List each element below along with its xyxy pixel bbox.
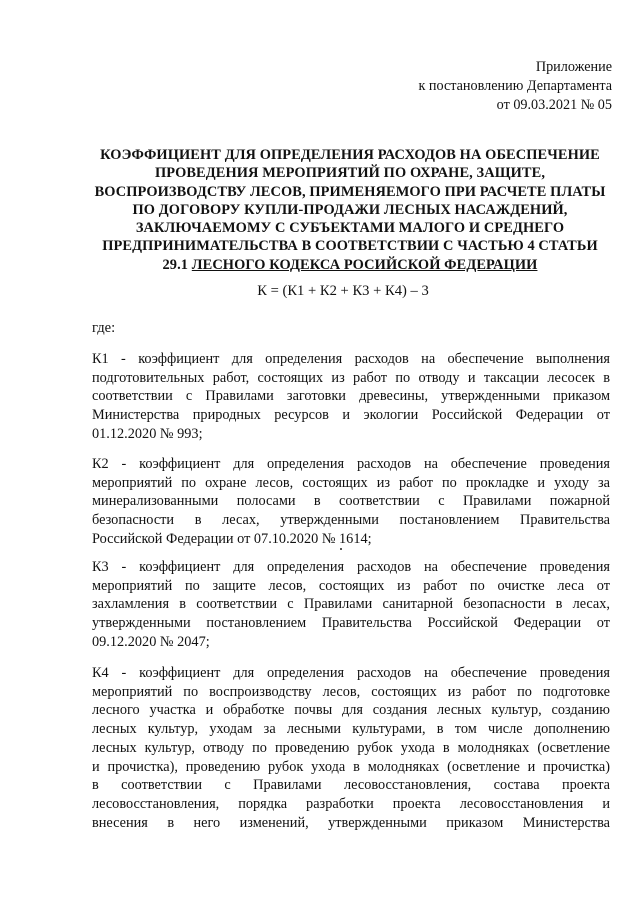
title-line: КОЭФФИЦИЕНТ ДЛЯ ОПРЕДЕЛЕНИЯ РАСХОДОВ НА ОБЕСПЕЧЕНИЕ xyxy=(100,147,600,163)
paragraph-line: К3 - коэффициент для определения расходов на обеспечение проведения xyxy=(92,559,610,575)
paragraph-k4 xyxy=(92,664,610,832)
title-line: ПРЕДПРИНИМАТЕЛЬСТВА В СООТВЕТСТВИИ С ЧАСТЬЮ 4 СТАТЬИ xyxy=(102,238,598,255)
appendix-decree-ref: к постановлению Департамента xyxy=(418,78,612,94)
paragraph-line: соответствии с Правилами заготовки древесины, утвержденными приказом xyxy=(92,388,610,405)
paragraph-line: Российской Федерации от 07.10.2020 № 1614; xyxy=(92,530,372,547)
title-article-number: 29.1 xyxy=(162,256,192,273)
appendix-label: Приложение xyxy=(535,59,612,75)
paragraph-line: лесных культур, отводу по проведению рубок ухода в молодняках (осветление xyxy=(92,739,610,756)
paragraph-line: мероприятий по охране лесов, состоящих из работ по прокладке и уходу за xyxy=(92,474,610,491)
paragraph-line: и прочистка), проведению рубок ухода в молодняках (осветление и прочистка) xyxy=(92,758,610,775)
title-line: ВОСПРОИЗВОДСТВУ ЛЕСОВ, ПРИМЕНЯЕМОГО ПРИ РАСЧЕТЕ ПЛАТЫ xyxy=(94,183,606,200)
paragraph-line: 01.12.2020 № 993; xyxy=(92,425,203,442)
paragraph-k2 xyxy=(92,455,610,549)
scan-speck xyxy=(340,548,342,550)
where-label: где: xyxy=(92,320,116,336)
paragraph-line: подготовительных работ, состоящих из работ по отводу и таксации лесосек в xyxy=(92,369,610,386)
appendix-date-number: от 09.03.2021 № 05 xyxy=(496,97,612,113)
paragraph-line: внесения в него изменений, утвержденными приказом Министерства xyxy=(92,814,610,831)
paragraph-line: мероприятий по защите лесов, состоящих из работ по очистке леса от xyxy=(92,577,610,594)
paragraph-line: К4 - коэффициент для определения расходов на обеспечение проведения xyxy=(92,665,610,681)
appendix-header xyxy=(418,58,612,115)
paragraph-line: К1 - коэффициент для определения расходов на обеспечение выполнения xyxy=(92,351,610,367)
title-line: ПО ДОГОВОРУ КУПЛИ-ПРОДАЖИ ЛЕСНЫХ НАСАЖДЕНИЙ, xyxy=(132,201,568,218)
paragraph-line: мероприятий по воспроизводству лесов, состоящих из работ по подготовке xyxy=(92,683,610,700)
paragraph-line: Министерства природных ресурсов и экологии Российской Федерации от xyxy=(92,407,610,424)
paragraph-line: минерализованными полосами в соответствии с Правилами пожарной xyxy=(92,493,610,510)
title-line: ПРОВЕДЕНИЯ МЕРОПРИЯТИЙ ПО ОХРАНЕ, ЗАЩИТЕ, xyxy=(154,165,546,182)
paragraph-line: утвержденными постановлением Правительства Российской Федерации от xyxy=(92,615,610,632)
formula: К = (К1 + К2 + К3 + К4) – 3 xyxy=(257,283,429,299)
paragraph-line: лесовосстановления, порядка разработки проекта лесовосстановления и xyxy=(92,795,610,812)
document-title xyxy=(70,146,630,274)
paragraph-line: лесных культур, уходам за лесными культурами, в том числе дополнению xyxy=(92,721,610,738)
title-underlined-code: ЛЕСНОГО КОДЕКСА РОСИЙСКОЙ ФЕДЕРАЦИИ xyxy=(191,256,538,273)
title-line: ЗАКЛЮЧАЕМОМУ С СУБЪЕКТАМИ МАЛОГО И СРЕДНЕГО xyxy=(135,220,565,237)
paragraph-line: К2 - коэффициент для определения расходов на обеспечение проведения xyxy=(92,456,610,472)
paragraph-k3 xyxy=(92,558,610,652)
title-line-last xyxy=(70,256,630,274)
paragraph-line: лесного участка и обработке почвы для создания лесных культур, созданию xyxy=(92,702,610,719)
paragraph-line: захламления в соответствии с Правилами санитарной безопасности в лесах, xyxy=(92,596,610,613)
paragraph-line: в соответствии с Правилами лесовосстановления, состава проекта xyxy=(92,777,610,794)
paragraph-line: безопасности в лесах, утвержденными постановлением Правительства xyxy=(92,512,610,529)
paragraph-line: 09.12.2020 № 2047; xyxy=(92,633,210,650)
paragraph-k1 xyxy=(92,350,610,444)
